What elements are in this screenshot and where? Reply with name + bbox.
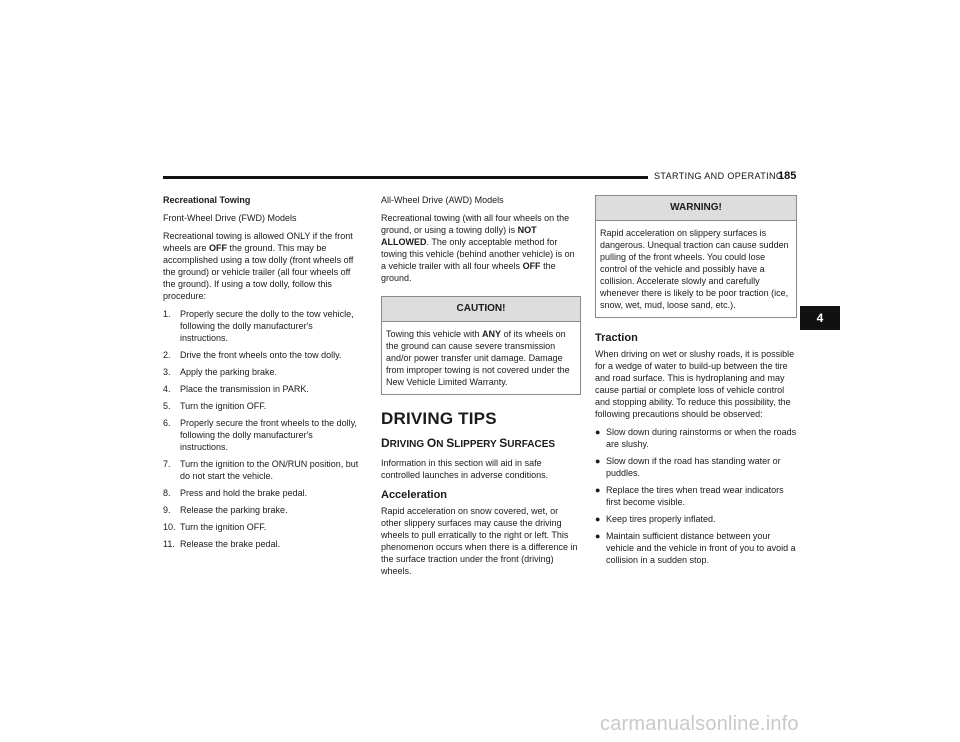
fwd-intro-paragraph xyxy=(163,230,363,302)
awd-text: Recreational towing (with all four wheels on the ground, or using a towing dolly) is xyxy=(381,213,570,235)
acceleration-paragraph: Rapid acceleration on snow covered, wet, or other slippery surfaces may cause the driving wheels to pull erratically to the right or left. This phenomenon occurs when there is a difference in the surface traction under the front (driving) wheels. xyxy=(381,506,578,576)
bullet-icon: ● xyxy=(595,456,601,466)
step-text: Press and hold the brake pedal. xyxy=(180,488,308,498)
list-item xyxy=(595,484,797,508)
fwd-intro-emphasis: OFF xyxy=(209,243,228,253)
step-number: 8. xyxy=(163,488,171,498)
step-number: 4. xyxy=(163,384,171,394)
bullet-text: Slow down if the road has standing water or puddles. xyxy=(606,456,781,478)
step-number: 1. xyxy=(163,309,171,319)
heading-letter: S xyxy=(499,436,508,450)
caution-text-cont: of its wheels on the ground can cause severe transmission and/or power transfer unit damage. Damage from improper towing is not covered under the New Vehicle Limited Warranty. xyxy=(386,329,570,387)
bullet-icon: ● xyxy=(595,485,601,495)
list-item xyxy=(163,538,363,550)
fwd-intro-text-cont: the ground. This may be accomplished using a tow dolly (front wheels off the ground) or vehicle trailer (all four wheels off the ground). If using a tow dolly, follow this procedure: xyxy=(163,243,354,301)
step-text: Turn the ignition OFF. xyxy=(180,522,267,532)
step-number: 5. xyxy=(163,401,171,411)
tow-dolly-procedure-list xyxy=(163,308,363,550)
awd-paragraph xyxy=(381,212,581,284)
warning-title: WARNING! xyxy=(596,196,796,221)
step-text: Turn the ignition to the ON/RUN position, but do not start the vehicle. xyxy=(180,459,359,481)
step-text: Release the parking brake. xyxy=(180,505,288,515)
list-item xyxy=(163,504,363,516)
caution-text: Towing this vehicle with xyxy=(386,329,483,339)
traction-heading: Traction xyxy=(595,332,638,344)
step-number: 7. xyxy=(163,459,171,469)
list-item xyxy=(163,349,363,361)
warning-body: Rapid acceleration on slippery surfaces is dangerous. Unequal traction can cause sudden pulling of the front wheels. You could lose control of the vehicle and possibly have a collision. Accelerate slowly and carefully whenever there is likely to be poor traction (ice, snow, wet, mud, loose sand, etc.). xyxy=(600,228,789,310)
heading-smallcaps: RIVING xyxy=(389,439,427,450)
traction-precautions-list xyxy=(595,426,797,566)
bullet-icon: ● xyxy=(595,514,601,524)
traction-paragraph: When driving on wet or slushy roads, it is possible for a wedge of water to build-up between the tire and road surface. This is hydroplaning and may cause partial or complete loss of vehicle control and stopping ability. To reduce this possibility, the following precautions should be observed: xyxy=(595,349,795,419)
list-item xyxy=(163,308,363,344)
caution-title: CAUTION! xyxy=(382,297,580,322)
fwd-intro-text: Recreational towing is allowed ONLY if the front wheels are xyxy=(163,231,353,253)
list-item xyxy=(595,426,797,450)
slippery-surfaces-heading xyxy=(381,437,581,451)
step-text: Properly secure the dolly to the tow vehicle, following the dolly manufacturer's instructions. xyxy=(180,309,354,343)
bullet-text: Maintain sufficient distance between your vehicle and the vehicle in front of you to avoid a collision in a sudden stop. xyxy=(606,531,796,565)
list-item xyxy=(595,530,797,566)
step-text: Apply the parking brake. xyxy=(180,367,278,377)
caution-emphasis: ANY xyxy=(482,329,502,339)
awd-emphasis-off: OFF xyxy=(522,261,541,271)
step-number: 2. xyxy=(163,350,171,360)
header-rule xyxy=(163,176,648,179)
step-text: Properly secure the front wheels to the dolly, following the dolly manufacturer's instructions. xyxy=(180,418,357,452)
step-number: 10. xyxy=(163,522,176,532)
warning-box xyxy=(595,195,797,318)
list-item xyxy=(163,458,363,482)
driving-tips-heading: DRIVING TIPS xyxy=(381,409,497,428)
list-item xyxy=(595,513,797,525)
acceleration-heading: Acceleration xyxy=(381,489,448,501)
step-number: 3. xyxy=(163,367,171,377)
heading-smallcaps: N xyxy=(436,439,447,450)
heading-letter: D xyxy=(381,436,390,450)
step-text: Drive the front wheels onto the tow dolly. xyxy=(180,350,342,360)
column-warning-and-traction xyxy=(595,195,797,571)
step-number: 11. xyxy=(163,539,175,549)
watermark: carmanualsonline.info xyxy=(600,713,799,735)
chapter-tab: 4 xyxy=(800,306,840,330)
subtitle-awd-models: All-Wheel Drive (AWD) Models xyxy=(381,195,504,205)
step-text: Turn the ignition OFF. xyxy=(180,401,267,411)
slippery-intro-paragraph: Information in this section will aid in safe controlled launches in adverse conditions. xyxy=(381,458,549,480)
page-number: 185 xyxy=(778,170,797,182)
bullet-text: Slow down during rainstorms or when the roads are slushy. xyxy=(606,427,797,449)
heading-smallcaps: URFACES xyxy=(507,439,556,450)
step-number: 6. xyxy=(163,418,171,428)
header-section-title: STARTING AND OPERATING xyxy=(654,171,784,181)
subtitle-fwd-models: Front-Wheel Drive (FWD) Models xyxy=(163,213,297,223)
list-item xyxy=(163,366,363,378)
section-title-recreational-towing: Recreational Towing xyxy=(163,195,251,205)
step-text: Place the transmission in PARK. xyxy=(180,384,309,394)
list-item xyxy=(163,487,363,499)
step-text: Release the brake pedal. xyxy=(180,539,281,549)
list-item xyxy=(163,400,363,412)
list-item xyxy=(163,383,363,395)
heading-letter: O xyxy=(426,436,437,450)
awd-emphasis-not-allowed: NOT ALLOWED xyxy=(381,225,537,247)
caution-box xyxy=(381,296,581,395)
column-awd-and-driving-tips xyxy=(381,194,581,583)
awd-text-end: the ground. xyxy=(381,261,556,283)
caution-body xyxy=(382,322,580,394)
list-item xyxy=(163,417,363,453)
bullet-icon: ● xyxy=(595,531,601,541)
bullet-text: Keep tires properly inflated. xyxy=(606,514,716,524)
heading-smallcaps: LIPPERY xyxy=(454,439,500,450)
list-item xyxy=(163,521,363,533)
awd-text-cont: . The only acceptable method for towing this vehicle (behind another vehicle) is on a vehicle trailer with all four wheels xyxy=(381,237,575,271)
bullet-text: Replace the tires when tread wear indicators first become visible. xyxy=(606,485,784,507)
step-number: 9. xyxy=(163,505,171,515)
heading-letter: S xyxy=(446,436,455,450)
bullet-icon: ● xyxy=(595,427,601,437)
list-item xyxy=(595,455,797,479)
column-recreational-towing xyxy=(163,194,363,555)
